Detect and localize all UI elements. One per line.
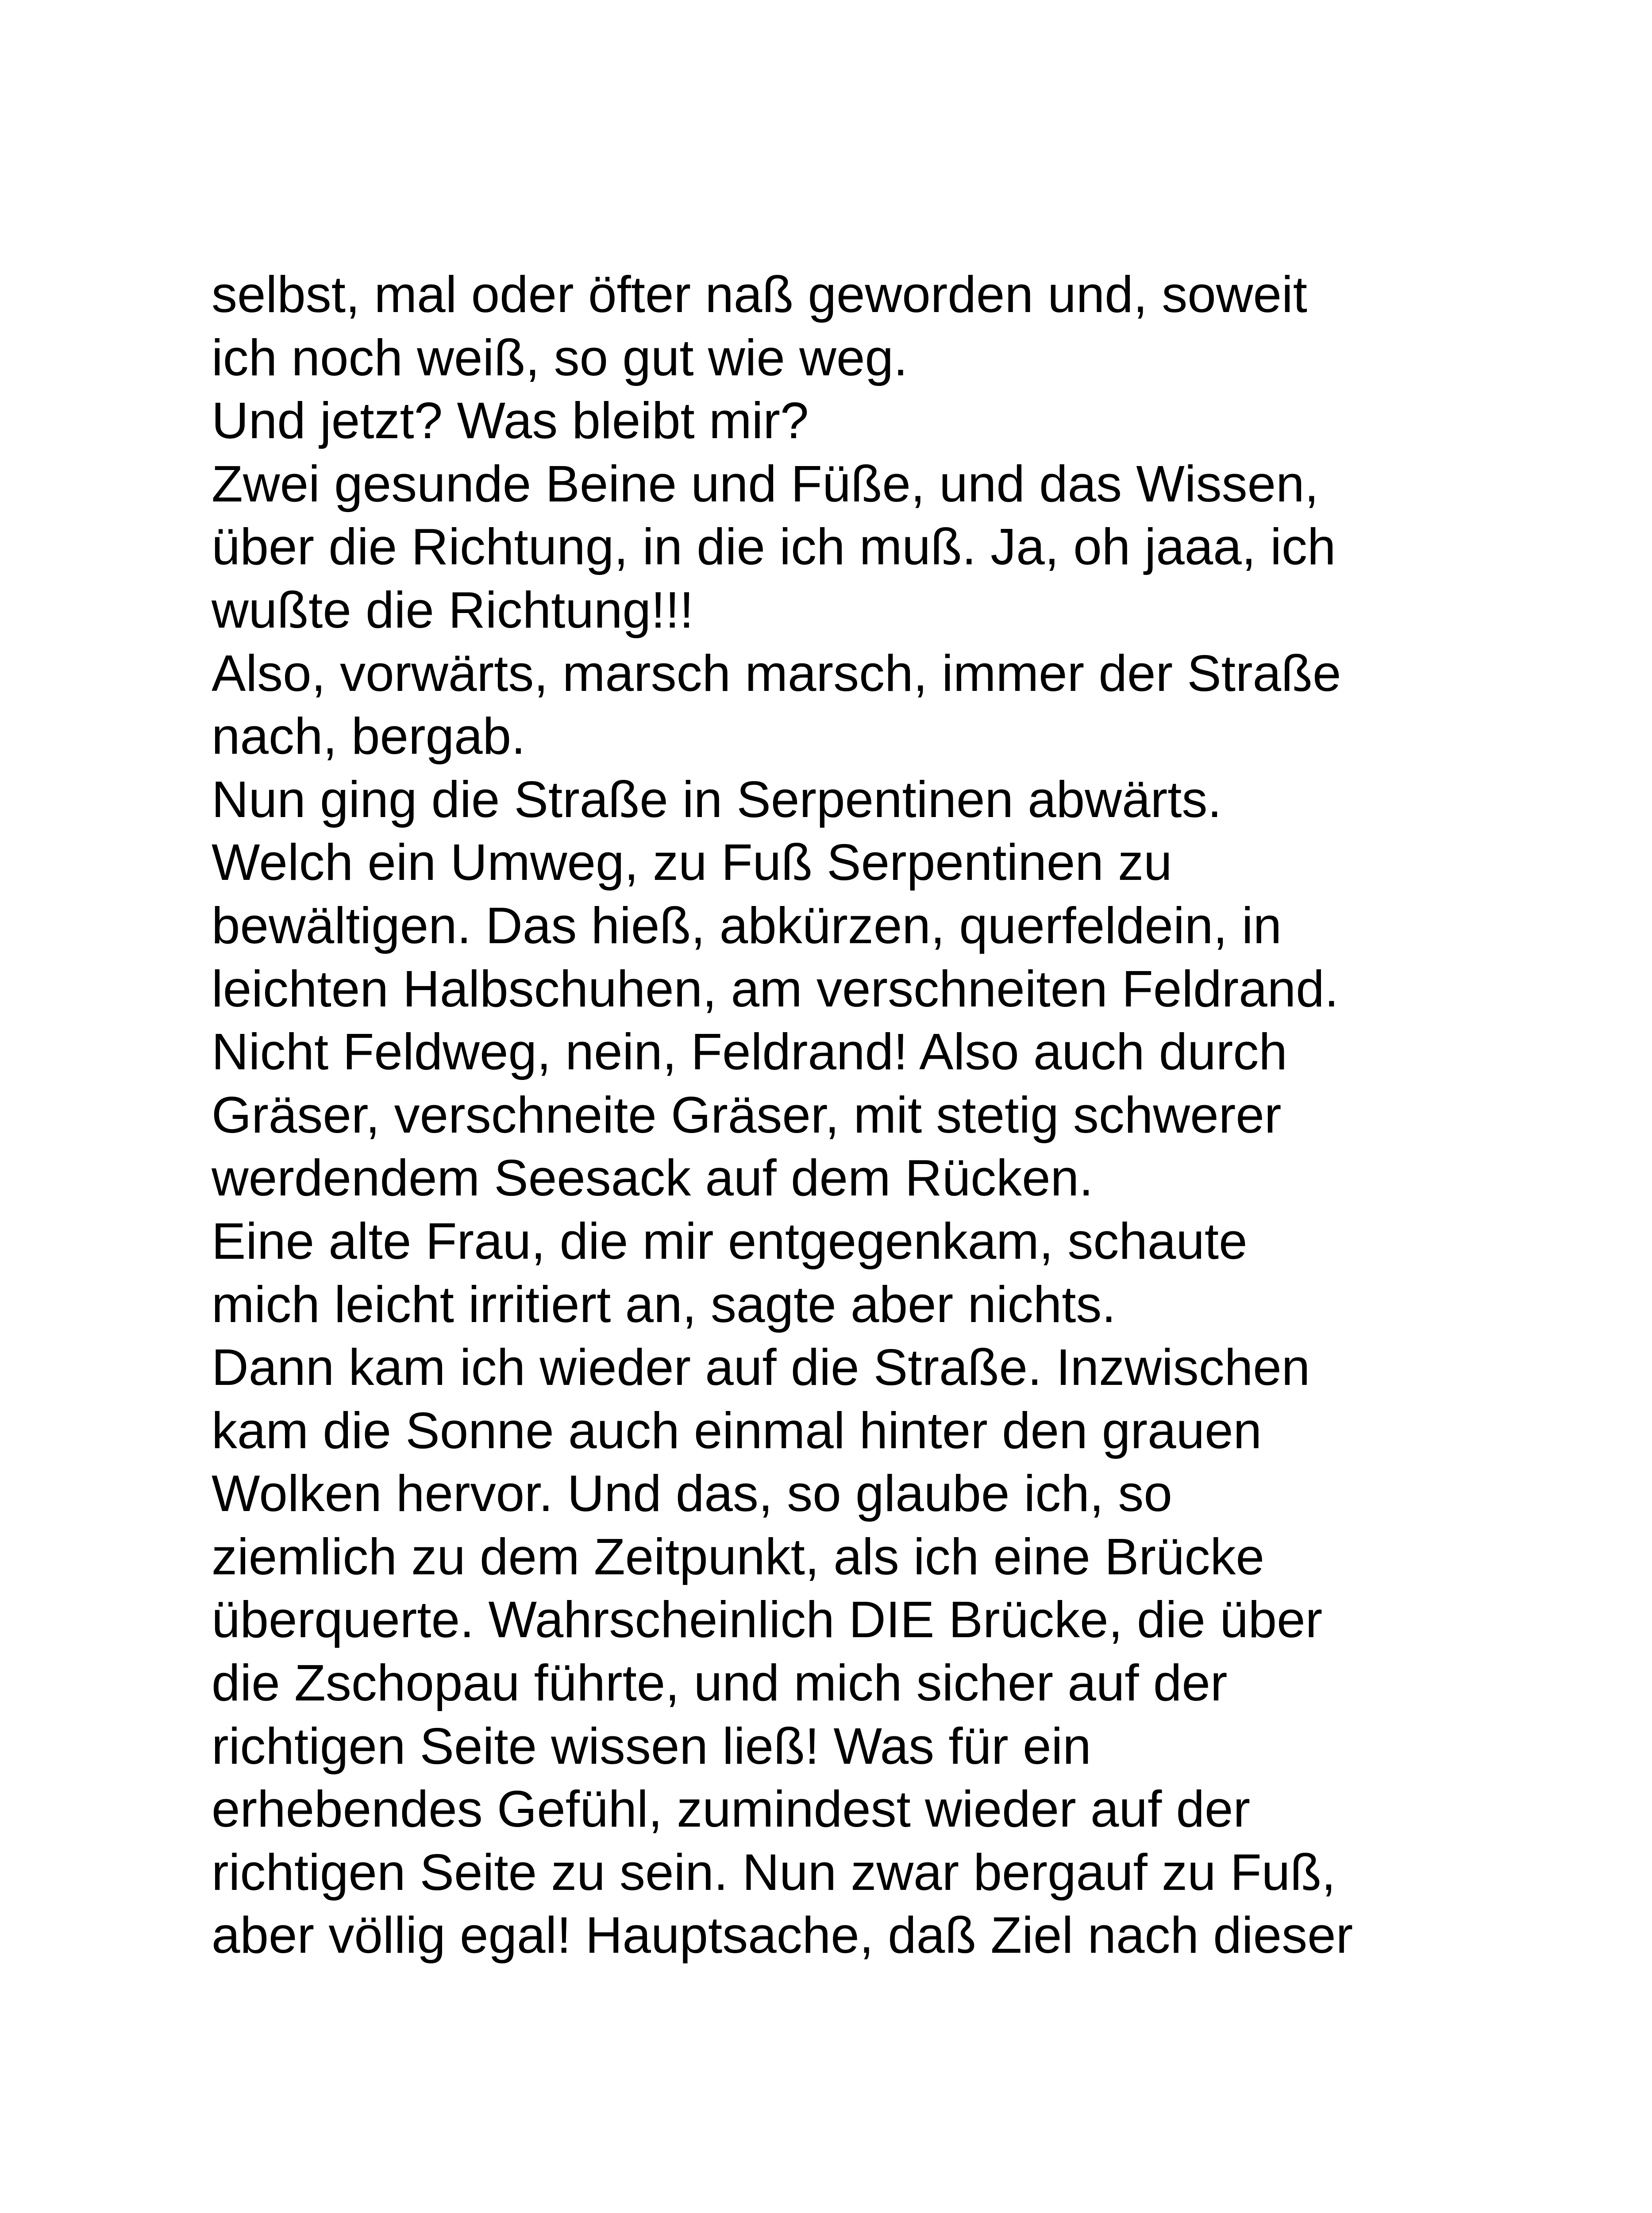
text-line: überquerte. Wahrscheinlich DIE Brücke, die über: [212, 1591, 1323, 1649]
text-line: Zwei gesunde Beine und Füße, und das Wissen,: [212, 455, 1319, 513]
text-line: leichten Halbschuhen, am verschneiten Feldrand.: [212, 960, 1339, 1018]
text-line: ziemlich zu dem Zeitpunkt, als ich eine Brücke: [212, 1527, 1265, 1585]
text-line: bewältigen. Das hieß, abkürzen, querfeldein, in: [212, 896, 1282, 954]
text-line: Nicht Feldweg, nein, Feldrand! Also auch durch: [212, 1023, 1287, 1081]
text-line: richtigen Seite wissen ließ! Was für ein: [212, 1717, 1091, 1775]
text-line: nach, bergab.: [212, 707, 526, 765]
text-line: wußte die Richtung!!!: [212, 581, 694, 639]
text-line: über die Richtung, in die ich muß. Ja, oh jaaa, ich: [212, 518, 1336, 576]
text-line: die Zschopau führte, und mich sicher auf der: [212, 1654, 1228, 1712]
text-line: mich leicht irritiert an, sagte aber nichts.: [212, 1275, 1116, 1333]
text-line: Und jetzt? Was bleibt mir?: [212, 392, 809, 450]
text-line: Dann kam ich wieder auf die Straße. Inzwischen: [212, 1338, 1310, 1396]
text-line: werdendem Seesack auf dem Rücken.: [212, 1149, 1094, 1207]
text-line: richtigen Seite zu sein. Nun zwar bergauf zu Fuß,: [212, 1843, 1336, 1901]
text-line: Gräser, verschneite Gräser, mit stetig schwerer: [212, 1086, 1282, 1144]
body-text: [212, 263, 1539, 1967]
text-line: erhebendes Gefühl, zumindest wieder auf der: [212, 1780, 1251, 1838]
text-line: kam die Sonne auch einmal hinter den grauen: [212, 1401, 1262, 1459]
text-line: ich noch weiß, so gut wie weg.: [212, 328, 908, 386]
text-line: Wolken hervor. Und das, so glaube ich, so: [212, 1465, 1172, 1523]
text-line: Nun ging die Straße in Serpentinen abwärts.: [212, 770, 1222, 828]
text-line: aber völlig egal! Hauptsache, daß Ziel nach dieser: [212, 1906, 1353, 1964]
text-line: Eine alte Frau, die mir entgegenkam, schaute: [212, 1212, 1248, 1270]
text-line: selbst, mal oder öfter naß geworden und, soweit: [212, 266, 1307, 323]
text-line: Also, vorwärts, marsch marsch, immer der Straße: [212, 644, 1341, 702]
text-line: Welch ein Umweg, zu Fuß Serpentinen zu: [212, 833, 1172, 891]
